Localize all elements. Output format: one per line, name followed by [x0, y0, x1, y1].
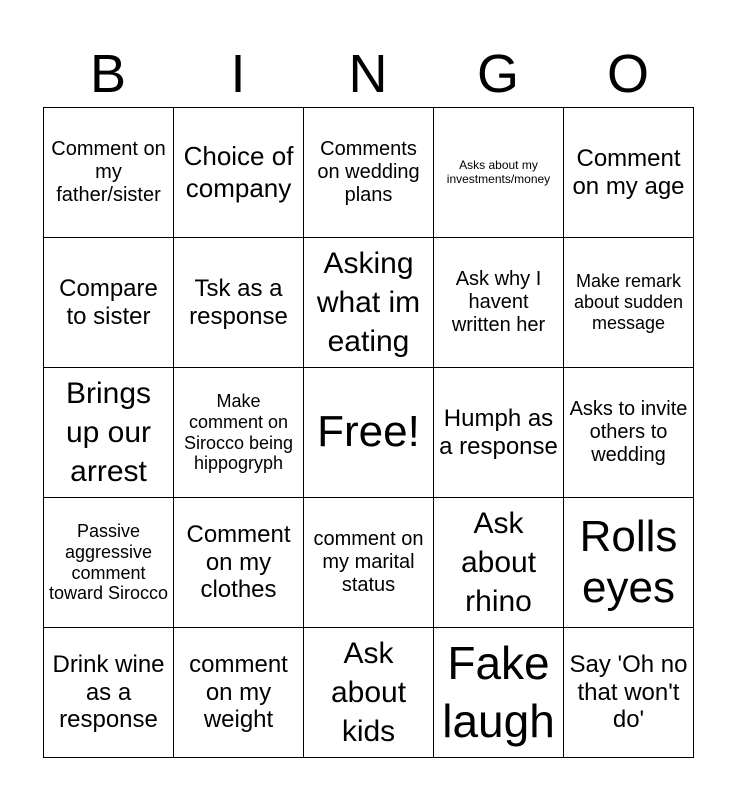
bingo-cell[interactable]: Compare to sister: [44, 238, 174, 368]
bingo-cell[interactable]: comment on my marital status: [304, 498, 434, 628]
header-letter-n: N: [348, 44, 388, 104]
header-letter-i: I: [230, 44, 246, 104]
bingo-cell[interactable]: Say 'Oh no that won't do': [564, 628, 694, 758]
bingo-cell[interactable]: Rolls eyes: [564, 498, 694, 628]
bingo-cell[interactable]: Ask why I havent written her: [434, 238, 564, 368]
bingo-cell[interactable]: Ask about rhino: [434, 498, 564, 628]
bingo-cell[interactable]: Comment on my father/sister: [44, 108, 174, 238]
header-letter-g: G: [476, 44, 519, 104]
bingo-cell[interactable]: Asking what im eating: [304, 238, 434, 368]
bingo-cell[interactable]: Asks to invite others to wedding: [564, 368, 694, 498]
bingo-cell[interactable]: Comment on my clothes: [174, 498, 304, 628]
free-space-cell[interactable]: Free!: [304, 368, 434, 498]
bingo-cell[interactable]: Choice of company: [174, 108, 304, 238]
bingo-board: [43, 107, 694, 758]
bingo-cell[interactable]: Fake laugh: [434, 628, 564, 758]
bingo-cell[interactable]: Comment on my age: [564, 108, 694, 238]
bingo-cell[interactable]: Ask about kids: [304, 628, 434, 758]
bingo-cell[interactable]: Drink wine as a response: [44, 628, 174, 758]
bingo-cell[interactable]: Humph as a response: [434, 368, 564, 498]
board-row: [44, 368, 694, 498]
bingo-cell[interactable]: Make comment on Sirocco being hippogryph: [174, 368, 304, 498]
header-letter-b: B: [89, 44, 127, 104]
bingo-header: [43, 40, 693, 108]
bingo-cell[interactable]: comment on my weight: [174, 628, 304, 758]
board-row: [44, 238, 694, 368]
bingo-cell[interactable]: Asks about my investments/money: [434, 108, 564, 238]
header-letter-o: O: [606, 44, 649, 104]
bingo-cell[interactable]: Brings up our arrest: [44, 368, 174, 498]
board-row: [44, 628, 694, 758]
bingo-cell[interactable]: Comments on wedding plans: [304, 108, 434, 238]
board-row: [44, 498, 694, 628]
bingo-cell[interactable]: Passive aggressive comment toward Sirocco: [44, 498, 174, 628]
bingo-cell[interactable]: Tsk as a response: [174, 238, 304, 368]
board-row: [44, 108, 694, 238]
bingo-cell[interactable]: Make remark about sudden message: [564, 238, 694, 368]
